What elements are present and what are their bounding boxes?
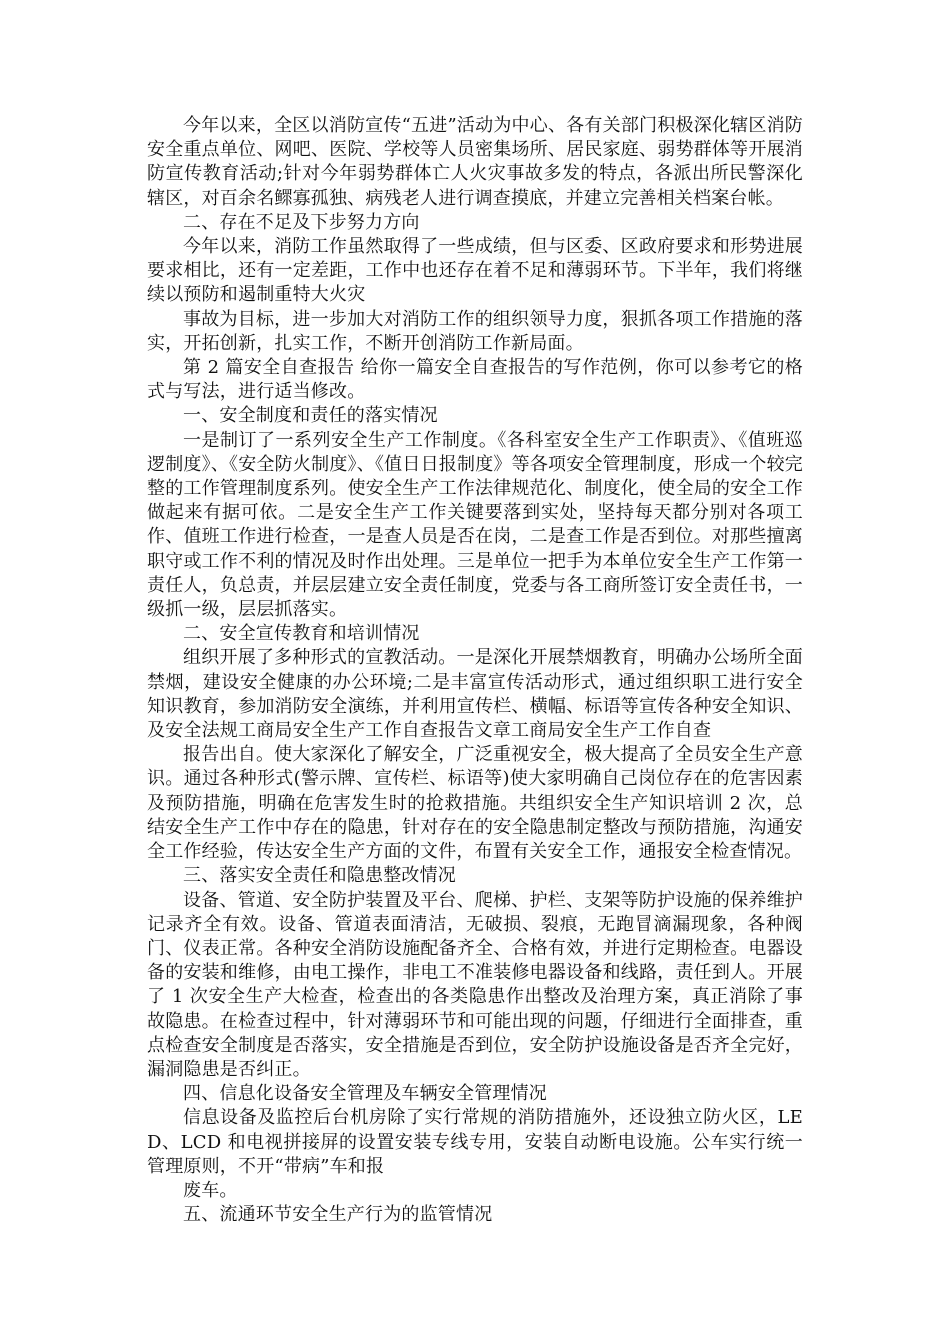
- section-heading: 二、安全宣传教育和培训情况: [183, 623, 420, 645]
- paragraph: 一是制订了一系列安全生产工作制度。《各科室安全生产工作职责》、《值班巡逻制度》、《安全防火制度》、《值日日报制度》等各项安全管理制度，形成一个较完整的工作管理制度系列。使安全生产工作法律规范化、制度化，使全局的安全工作做起来有据可依。二是安全生产工作关键要落到实处，坚持每天都分别对各项工作、值班工作进行检查，一是查人员是否在岗，二是查工作是否到位。对那些擅离职守或工作不利的情况及时作出处理。三是单位一把手为本单位安全生产工作第一责任人，负总责，并层层建立安全责任制度，党委与各工商所签订安全责任书，一级抓一级，层层抓落实。: [147, 429, 803, 621]
- paragraph: 信息设备及监控后台机房除了实行常规的消防措施外，还设独立防火区，LED、LCD 和电视拼接屏的设置安装专线专用，安装自动断电设施。公车实行统一管理原则，不开“带病”车和报: [147, 1107, 803, 1177]
- paragraph: 废车。: [183, 1179, 238, 1201]
- section-heading: 二、存在不足及下步努力方向: [183, 211, 420, 233]
- paragraph: 今年以来，消防工作虽然取得了一些成绩，但与区委、区政府要求和形势进展要求相比，还有一定差距，工作中也还存在着不足和薄弱环节。下半年，我们将继续以预防和遏制重特大火灾: [147, 236, 803, 306]
- document-body: [147, 114, 803, 1227]
- paragraph: 设备、管道、安全防护装置及平台、爬梯、护栏、支架等防护设施的保养维护记录齐全有效。设备、管道表面清洁，无破损、裂痕，无跑冒滴漏现象，各种阀门、仪表正常。各种安全消防设施配备齐全、合格有效，并进行定期检查。电器设备的安装和维修，由电工操作，非电工不准装修电器设备和线路，责任到人。开展了 1 次安全生产大检查，检查出的各类隐患作出整改及治理方案，真正消除了事故隐患。在检查过程中，针对薄弱环节和可能出现的问题，仔细进行全面排查，重点检查安全制度是否落实，安全措施是否到位，安全防护设施设备是否齐全完好，漏洞隐患是否纠正。: [147, 889, 803, 1080]
- paragraph: 事故为目标，进一步加大对消防工作的组织领导力度，狠抓各项工作措施的落实，开拓创新，扎实工作，不断开创消防工作新局面。: [147, 308, 803, 354]
- paragraph: 今年以来，全区以消防宣传“五进”活动为中心、各有关部门积极深化辖区消防安全重点单位、网吧、医院、学校等人员密集场所、居民家庭、弱势群体等开展消防宣传教育活动;针对今年弱势群体亡人火灾事故多发的特点，各派出所民警深化辖区，对百余名鳏寡孤独、病残老人进行调查摸底，并建立完善相关档案台帐。: [147, 115, 803, 209]
- section-heading: 三、落实安全责任和隐患整改情况: [183, 865, 456, 887]
- paragraph: 第 2 篇安全自查报告 给你一篇安全自查报告的写作范例，你可以参考它的格式与写法，进行适当修改。: [147, 357, 803, 403]
- section-heading: 四、信息化设备安全管理及车辆安全管理情况: [183, 1083, 547, 1105]
- paragraph: 报告出自。使大家深化了解安全，广泛重视安全，极大提高了全员安全生产意识。通过各种形式(警示牌、宣传栏、标语等)使大家明确自己岗位存在的危害因素及预防措施，明确在危害发生时的抢救措施。共组织安全生产知识培训 2 次，总结安全生产工作中存在的隐患，针对存在的安全隐患制定整改与预防措施，沟通安全工作经验，传达安全生产方面的文件，布置有关安全工作，通报安全检查情况。: [147, 744, 803, 863]
- section-heading: 五、流通环节安全生产行为的监管情况: [183, 1204, 493, 1226]
- paragraph: 组织开展了多种形式的宣教活动。一是深化开展禁烟教育，明确办公场所全面禁烟，建设安全健康的办公环境;二是丰富宣传活动形式，通过组织职工进行安全知识教育，参加消防安全演练，并利用宣传栏、横幅、标语等宣传各种安全知识、及安全法规工商局安全生产工作自查报告文章工商局安全生产工作自查: [147, 647, 803, 742]
- section-heading: 一、安全制度和责任的落实情况: [183, 405, 438, 427]
